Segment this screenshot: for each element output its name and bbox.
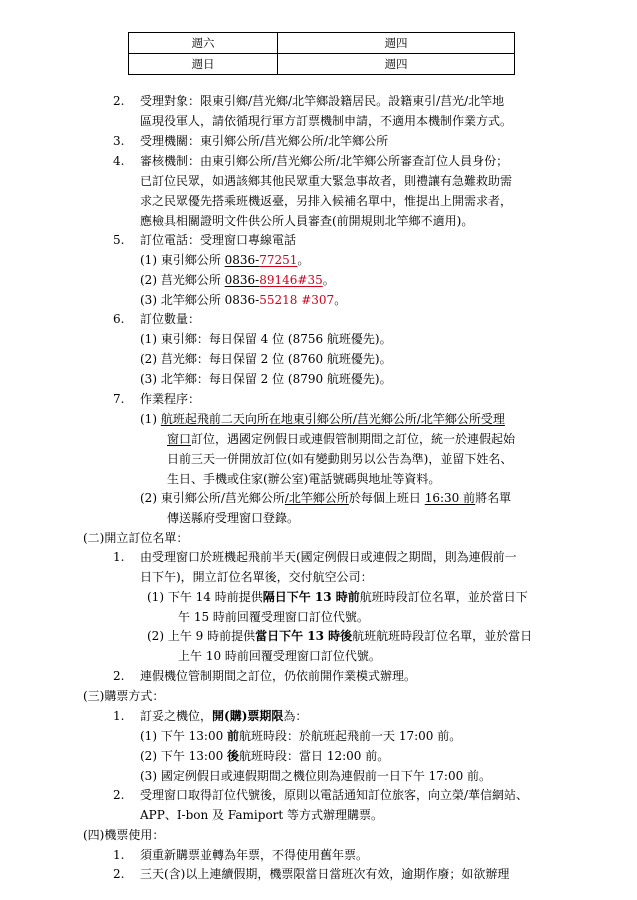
table-cell: 週四	[278, 33, 515, 54]
item6-line2: (1) 東引鄉：每日保留 4 位 (8756 航班優先)。	[140, 332, 392, 346]
text: 訂位，遇國定例假日或連假管制期間之訂位，統一於連假起始	[191, 432, 516, 446]
text: 於每個上班日	[348, 491, 425, 505]
item7-step1-line2	[167, 431, 515, 447]
section2-title: (二)開立訂位名單：	[83, 531, 189, 545]
item4-line2: 已訂位民眾，如遇該鄉其他民眾重大緊急事故者，則禮讓有急難救助需	[140, 174, 513, 188]
phone-beigan	[140, 292, 346, 308]
step-number: (1)	[140, 412, 161, 426]
item-number: 2.	[113, 94, 125, 108]
text: 為：	[283, 709, 308, 723]
item4-line3: 求之民眾優先搭乘班機返臺，另排入候補名單中，惟提出上開需求者，	[140, 194, 513, 208]
sec2-item2-line1: 連假機位管制期間之訂位，仍依前開作業模式辦理。	[140, 669, 417, 683]
phone-prefix: 0836-	[224, 273, 260, 287]
punct: 。	[322, 273, 335, 287]
underlined-text: 窗口	[167, 432, 192, 446]
schedule-table	[128, 32, 515, 75]
underlined-text: 前	[459, 491, 476, 505]
bold-text: 隔日下午 13 時前	[262, 590, 360, 604]
phone-label: (2) 莒光鄉公所	[140, 273, 225, 287]
text: (2) 東引鄉公所/莒光鄉公所	[140, 491, 285, 505]
sec2-item1-line1: 由受理窗口於班機起飛前半天(國定例假日或連假之期間，則為連假前一	[140, 550, 517, 564]
phone-label: (1) 東引鄉公所	[140, 253, 225, 267]
phone-number: 55218 #307	[259, 293, 335, 307]
item7-step1-line1	[140, 411, 505, 427]
item-number: 2.	[113, 867, 125, 881]
item7-step1-line3: 日前三天一併開放訂位(如有變動則另以公告為準)，並留下姓名、	[167, 452, 513, 466]
text: 將名單	[475, 491, 512, 505]
item7-line1: 作業程序：	[140, 392, 201, 406]
table-row	[129, 33, 515, 54]
phone-label: (3) 北竿鄉公所 0836-	[140, 293, 260, 307]
sec2-sub1-line2: 午 15 時前回覆受理窗口訂位代號。	[178, 610, 369, 624]
item4-line4: 應檢具相關證明文件供公所人員審查(前開規則北竿鄉不適用)。	[140, 214, 474, 228]
sec3-sub3: (3) 國定例假日或連假期間之機位則為連假前一日下午 17:00 前。	[140, 769, 492, 783]
item4-line1: 審核機制：由東引鄉公所/莒光鄉公所/北竿鄉公所審查訂位人員身份；	[140, 154, 509, 168]
underlined-text: /北竿鄉公所	[284, 491, 349, 505]
sec2-sub2-line2: 上午 10 時前回覆受理窗口訂位代號。	[178, 649, 381, 663]
punct: 。	[297, 253, 310, 267]
table-cell: 週日	[129, 54, 278, 75]
text: 航班時段：於航班起飛前一天 17:00 前。	[239, 729, 462, 743]
sec2-item1-line2: 日下午)，開立訂位名單後，交付航空公司：	[140, 570, 373, 584]
text: 航班時段訂位名單，並於當日下	[359, 590, 528, 604]
item2-line1: 受理對象：限東引鄉/莒光鄉/北竿鄉設籍居民。設籍東引/莒光/北竿地	[140, 94, 505, 108]
text: (1) 下午 14 時前提供	[147, 590, 263, 604]
item-number: 5.	[113, 233, 125, 247]
item7-step2-line1	[140, 490, 511, 506]
phone-juguang	[140, 272, 335, 288]
item-number: 1.	[113, 550, 125, 564]
item-number: 2.	[113, 788, 125, 802]
table-cell: 週六	[129, 33, 278, 54]
item6-line4: (3) 北竿鄉：每日保留 2 位 (8790 航班優先)。	[140, 372, 392, 386]
item-number: 1.	[113, 709, 125, 723]
section4-title: (四)機票使用：	[83, 828, 165, 842]
section3-title: (三)購票方式：	[83, 689, 165, 703]
sec4-item2-line1: 三天(含)以上連續假期，機票限當日當班次有效，逾期作廢；如欲辦理	[140, 867, 510, 881]
item7-step2-line2: 傳送縣府受理窗口登錄。	[167, 511, 300, 525]
sec2-sub1-line1	[147, 589, 528, 605]
item6-line1: 訂位數量：	[140, 312, 201, 326]
underlined-text: 航班起飛前二天向所在地東引鄉公所/莒光鄉公所/北竿鄉公所受理	[160, 412, 505, 426]
phone-prefix: 0836-	[224, 253, 260, 267]
item-number: 2.	[113, 669, 125, 683]
sec4-item1-line1: 須重新購票並轉為年票，不得使用舊年票。	[140, 848, 369, 862]
item-number: 7.	[113, 392, 125, 406]
item-number: 3.	[113, 134, 125, 148]
item2-line2: 區現役軍人，請依循現行軍方訂票機制申請，不適用本機制作業方式。	[140, 114, 513, 128]
item6-line3: (2) 莒光鄉：每日保留 2 位 (8760 航班優先)。	[140, 352, 392, 366]
phone-number: 89146#35	[259, 273, 323, 287]
text: (2) 下午 13:00	[140, 749, 228, 763]
table-cell: 週四	[278, 54, 515, 75]
phone-dongyin	[140, 252, 309, 268]
item7-step1-line4: 生日、手機或住家(辦公室)電話號碼與地址等資料。	[167, 472, 441, 486]
item5-line1: 訂位電話：受理窗口專線電話	[140, 233, 297, 247]
text: 航班航班時段訂位名單，並於當日	[352, 629, 533, 643]
bold-text: 當日下午 13 時後	[255, 629, 353, 643]
bold-text: 前	[227, 729, 240, 743]
item-number: 1.	[113, 848, 125, 862]
table-row	[129, 54, 515, 75]
sec3-item2-line1: 受理窗口取得訂位代號後，原則以電話通知訂位旅客，向立榮/華信網站、	[140, 788, 529, 802]
bold-text: 後	[227, 749, 240, 763]
item3-line1: 受理機關：東引鄉公所/莒光鄉公所/北竿鄉公所	[140, 134, 389, 148]
punct: 。	[334, 293, 347, 307]
sec3-item2-line2: APP、I-bon 及 Famiport 等方式辦理購票。	[140, 808, 384, 822]
sec3-sub2	[140, 748, 389, 764]
sec2-sub2-line1	[147, 628, 532, 644]
item-number: 6.	[113, 312, 125, 326]
bold-text: 開(購)票期限	[212, 709, 284, 723]
item-number: 4.	[113, 154, 125, 168]
text: (2) 上午 9 時前提供	[147, 629, 256, 643]
sec3-item1-line1	[140, 708, 307, 724]
phone-number: 77251	[259, 253, 298, 267]
text: (1) 下午 13:00	[140, 729, 228, 743]
sec3-sub1	[140, 728, 461, 744]
text: 訂妥之機位，	[140, 709, 213, 723]
deadline-time: 16:30	[424, 491, 460, 505]
text: 航班時段：當日 12:00 前。	[239, 749, 390, 763]
